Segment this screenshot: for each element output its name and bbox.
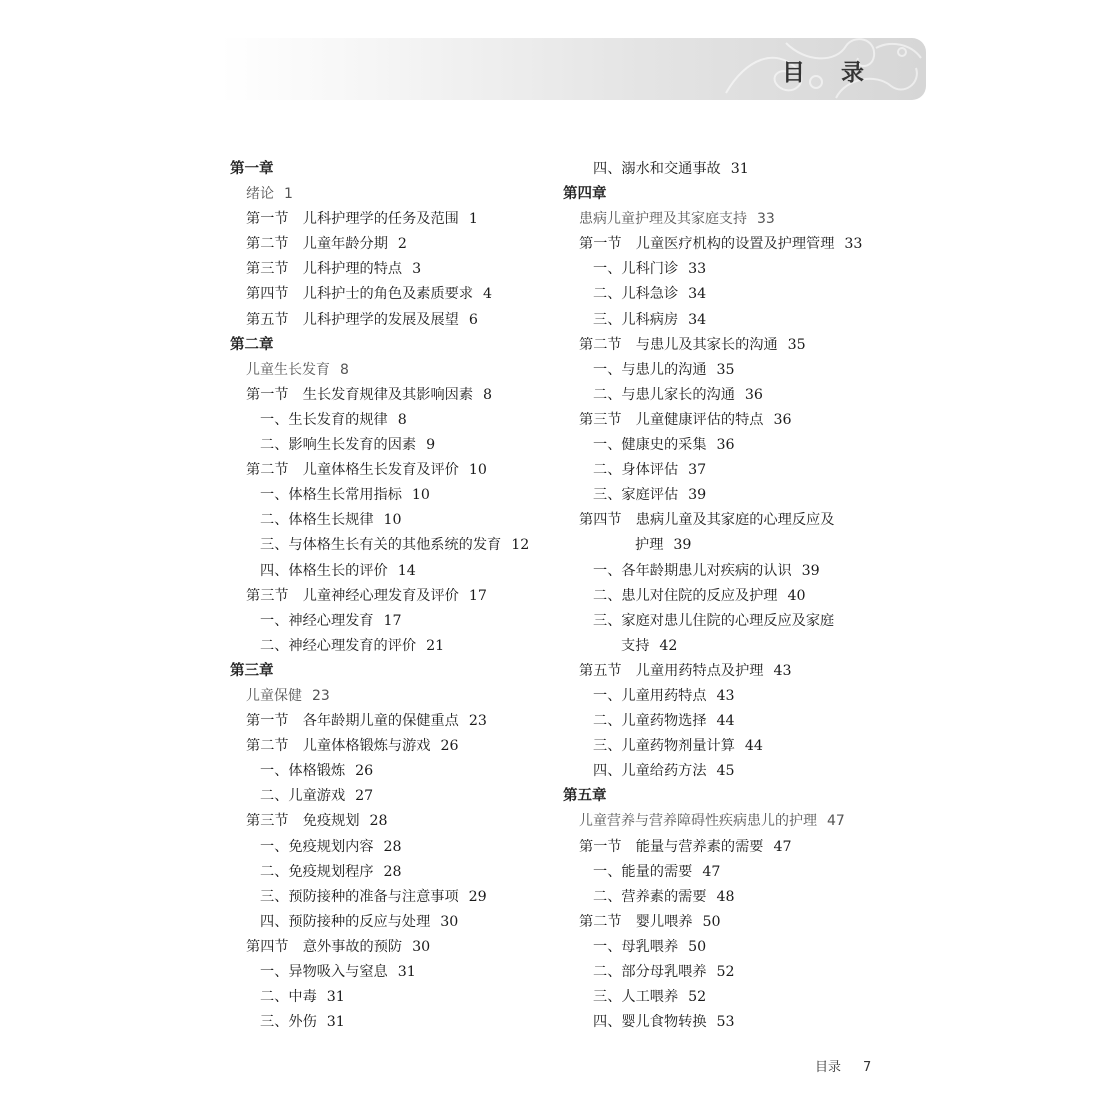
toc-left-column xyxy=(230,157,550,1035)
toc-entry-ctitle xyxy=(563,809,903,834)
toc-entry-page: 43 xyxy=(773,662,792,679)
toc-entry-text: 第五节 儿童用药特点及护理 xyxy=(579,662,764,679)
toc-entry-sub xyxy=(230,533,550,558)
toc-entry-sub xyxy=(230,559,550,584)
toc-entry-sub xyxy=(563,157,903,182)
toc-entry-text: 一、体格生长常用指标 xyxy=(260,487,402,504)
toc-entry-text: 第三节 免疫规划 xyxy=(246,813,360,830)
toc-entry-sub xyxy=(563,609,903,634)
toc-entry-page: 28 xyxy=(383,863,402,880)
toc-entry-page: 43 xyxy=(716,687,735,704)
toc-entry-page: 26 xyxy=(440,738,459,755)
toc-entry-text: 第三节 儿科护理的特点 xyxy=(246,261,403,278)
toc-entry-text: 第三章 xyxy=(230,662,274,679)
toc-entry-page: 23 xyxy=(468,713,487,730)
toc-entry-sub xyxy=(563,960,903,985)
toc-entry-chapter xyxy=(230,333,550,358)
toc-entry-text: 第一节 儿童医疗机构的设置及护理管理 xyxy=(579,236,835,253)
toc-entry-text: 第二节 儿童年龄分期 xyxy=(246,236,388,253)
toc-right-column xyxy=(563,157,903,1035)
toc-entry-text: 二、儿童游戏 xyxy=(260,788,346,805)
toc-entry-section xyxy=(230,207,550,232)
toc-entry-text: 护理 xyxy=(635,537,664,554)
toc-entry-text: 四、儿童给药方法 xyxy=(593,763,707,780)
toc-entry-text: 四、婴儿食物转换 xyxy=(593,1014,707,1031)
toc-entry-text: 三、儿科病房 xyxy=(593,311,679,328)
toc-entry-text: 一、与患儿的沟通 xyxy=(593,361,707,378)
toc-entry-page: 39 xyxy=(801,562,820,579)
toc-entry-sub xyxy=(230,860,550,885)
toc-entry-page: 31 xyxy=(730,161,749,177)
toc-entry-page: 3 xyxy=(412,261,422,278)
toc-entry-page: 28 xyxy=(369,813,388,830)
toc-entry-section xyxy=(230,282,550,307)
toc-entry-section xyxy=(230,232,550,257)
toc-entry-text: 一、儿科门诊 xyxy=(593,261,679,278)
toc-entry-section xyxy=(563,910,903,935)
toc-entry-sub xyxy=(563,458,903,483)
toc-entry-page: 31 xyxy=(326,989,345,1006)
toc-entry-text: 二、体格生长规律 xyxy=(260,512,374,529)
toc-entry-page: 47 xyxy=(773,838,792,855)
toc-entry-sub xyxy=(230,609,550,634)
page-title: 目 录 xyxy=(781,60,878,86)
toc-entry-sub xyxy=(563,358,903,383)
page-footer xyxy=(815,1056,871,1075)
toc-entry-page: 47 xyxy=(827,813,845,830)
toc-entry-text: 支持 xyxy=(621,637,650,654)
page-number: 7 xyxy=(863,1060,872,1075)
toc-entry-page: 10 xyxy=(383,512,402,529)
toc-entry-page: 17 xyxy=(383,612,402,629)
toc-entry-sub xyxy=(563,709,903,734)
toc-entry-sub xyxy=(563,759,903,784)
toc-entry-page: 42 xyxy=(659,637,678,654)
toc-entry-text: 儿童营养与营养障碍性疾病患儿的护理 xyxy=(579,813,817,830)
toc-entry-sub xyxy=(230,759,550,784)
toc-entry-page: 44 xyxy=(716,713,735,730)
toc-entry-sub xyxy=(563,308,903,333)
toc-entry-sub xyxy=(230,508,550,533)
toc-entry-text: 二、部分母乳喂养 xyxy=(593,964,707,980)
toc-entry-page: 36 xyxy=(716,437,735,454)
toc-entry-page: 12 xyxy=(511,537,530,554)
toc-entry-sub xyxy=(563,684,903,709)
toc-entry-text: 二、中毒 xyxy=(260,989,317,1006)
toc-entry-page: 33 xyxy=(757,211,775,228)
toc-entry-sub xyxy=(563,383,903,408)
toc-entry-page: 33 xyxy=(688,261,707,278)
toc-entry-page: 29 xyxy=(468,888,487,905)
toc-entry-section xyxy=(230,584,550,609)
toc-entry-page: 44 xyxy=(744,738,763,755)
toc-entry-sub xyxy=(563,257,903,282)
toc-entry-text: 第二节 与患儿及其家长的沟通 xyxy=(579,336,778,353)
toc-entry-sub xyxy=(230,433,550,458)
toc-entry-text: 第一节 儿科护理学的任务及范围 xyxy=(246,211,459,228)
toc-entry-ctitle xyxy=(230,182,550,207)
toc-entry-ctitle xyxy=(230,358,550,383)
toc-entry-page: 21 xyxy=(426,637,445,654)
toc-entry-page: 17 xyxy=(468,587,487,604)
toc-entry-text: 四、预防接种的反应与处理 xyxy=(260,913,431,930)
toc-entry-sub xyxy=(563,483,903,508)
toc-entry-page: 52 xyxy=(716,964,735,980)
toc-entry-sub xyxy=(230,634,550,659)
toc-entry-text: 三、人工喂养 xyxy=(593,989,679,1006)
toc-entry-section xyxy=(230,935,550,960)
toc-entry-text: 二、身体评估 xyxy=(593,462,679,479)
toc-entry-text: 一、各年龄期患儿对疾病的认识 xyxy=(593,562,792,579)
toc-entry-page: 53 xyxy=(716,1014,735,1031)
toc-entry-sub xyxy=(563,885,903,910)
toc-entry-text: 第四节 患病儿童及其家庭的心理反应及 xyxy=(579,512,835,529)
toc-entry-sub xyxy=(563,584,903,609)
toc-entry-ctitle xyxy=(563,207,903,232)
toc-entry-page: 10 xyxy=(411,487,430,504)
toc-entry-section xyxy=(563,333,903,358)
toc-entry-text: 一、体格锻炼 xyxy=(260,763,346,780)
toc-entry-page: 48 xyxy=(716,888,735,905)
toc-entry-text: 第四节 儿科护士的角色及素质要求 xyxy=(246,286,474,303)
toc-entry-text: 三、家庭评估 xyxy=(593,487,679,504)
toc-entry-text: 第二章 xyxy=(230,336,274,353)
toc-entry-text: 二、神经心理发育的评价 xyxy=(260,637,417,654)
toc-entry-sub xyxy=(230,910,550,935)
toc-entry-page: 50 xyxy=(702,913,721,930)
toc-entry-page: 27 xyxy=(355,788,374,805)
toc-entry-section xyxy=(230,709,550,734)
toc-entry-page: 23 xyxy=(312,687,330,704)
toc-entry-text: 第三节 儿童健康评估的特点 xyxy=(579,411,764,428)
toc-entry-chapter xyxy=(230,157,550,182)
toc-entry-text: 一、能量的需要 xyxy=(593,863,693,880)
toc-entry-text: 第二节 儿童体格锻炼与游戏 xyxy=(246,738,431,755)
toc-entry-text: 第一章 xyxy=(230,161,274,177)
toc-entry-page: 8 xyxy=(483,386,493,403)
toc-entry-page: 36 xyxy=(744,386,763,403)
toc-entry-text: 第五章 xyxy=(563,788,607,805)
toc-entry-text: 第二节 婴儿喂养 xyxy=(579,913,693,930)
toc-entry-sub xyxy=(230,784,550,809)
toc-entry-sub xyxy=(563,559,903,584)
toc-entry-chapter xyxy=(230,659,550,684)
toc-entry-text: 第一节 生长发育规律及其影响因素 xyxy=(246,386,474,403)
toc-entry-page: 45 xyxy=(716,763,735,780)
toc-entry-text: 四、溺水和交通事故 xyxy=(593,161,721,177)
toc-entry-page: 28 xyxy=(383,838,402,855)
toc-entry-page: 9 xyxy=(426,437,436,454)
toc-entry-page: 10 xyxy=(468,462,487,479)
toc-entry-page: 2 xyxy=(397,236,407,253)
toc-entry-page: 40 xyxy=(787,587,806,604)
toc-entry-sub xyxy=(563,935,903,960)
toc-entry-page: 50 xyxy=(688,938,707,955)
toc-entry-text: 三、与体格生长有关的其他系统的发育 xyxy=(260,537,502,554)
toc-entry-page: 52 xyxy=(688,989,707,1006)
toc-entry-text: 一、神经心理发育 xyxy=(260,612,374,629)
toc-entry-page: 8 xyxy=(397,411,407,428)
toc-entry-section xyxy=(563,508,903,533)
toc-entry-chapter xyxy=(563,784,903,809)
toc-entry-page: 26 xyxy=(355,763,374,780)
toc-entry-text: 一、母乳喂养 xyxy=(593,938,679,955)
toc-entry-page: 30 xyxy=(440,913,459,930)
toc-entry-text: 儿童保健 xyxy=(246,687,302,704)
toc-entry-page: 35 xyxy=(787,336,806,353)
toc-entry-text: 第三节 儿童神经心理发育及评价 xyxy=(246,587,459,604)
toc-entry-sub xyxy=(230,960,550,985)
toc-entry-page: 47 xyxy=(702,863,721,880)
toc-entry-text: 绪论 xyxy=(246,186,274,203)
toc-entry-text: 一、健康史的采集 xyxy=(593,437,707,454)
toc-entry-sub xyxy=(230,835,550,860)
toc-entry-text: 二、影响生长发育的因素 xyxy=(260,437,417,454)
toc-entry-text: 患病儿童护理及其家庭支持 xyxy=(579,211,747,228)
toc-entry-text: 一、生长发育的规律 xyxy=(260,411,388,428)
toc-entry-text: 二、儿科急诊 xyxy=(593,286,679,303)
toc-entry-text: 一、异物吸入与窒息 xyxy=(260,964,388,980)
toc-entry-section xyxy=(563,232,903,257)
toc-entry-section xyxy=(563,659,903,684)
toc-entry-section xyxy=(230,809,550,834)
toc-entry-sub xyxy=(230,408,550,433)
toc-entry-section xyxy=(563,408,903,433)
toc-entry-sub xyxy=(563,433,903,458)
toc-entry-page: 34 xyxy=(688,286,707,303)
toc-entry-text: 二、免疫规划程序 xyxy=(260,863,374,880)
toc-entry-page: 31 xyxy=(397,964,416,980)
toc-entry-section xyxy=(230,383,550,408)
toc-entry-page: 31 xyxy=(326,1014,345,1031)
toc-entry-sub xyxy=(563,1010,903,1035)
toc-entry-chapter xyxy=(563,182,903,207)
toc-entry-text: 儿童生长发育 xyxy=(246,361,330,378)
toc-entry-subcont xyxy=(563,634,903,659)
toc-entry-text: 二、与患儿家长的沟通 xyxy=(593,386,735,403)
toc-entry-text: 第四节 意外事故的预防 xyxy=(246,938,403,955)
toc-entry-page: 37 xyxy=(688,462,707,479)
toc-entry-text: 第四章 xyxy=(563,186,607,203)
toc-entry-text: 第二节 儿童体格生长发育及评价 xyxy=(246,462,459,479)
toc-entry-sub xyxy=(230,985,550,1010)
toc-entry-sub xyxy=(563,860,903,885)
toc-entry-text: 一、儿童用药特点 xyxy=(593,687,707,704)
toc-entry-sub xyxy=(230,483,550,508)
toc-entry-page: 8 xyxy=(340,361,349,378)
toc-entry-page: 30 xyxy=(412,938,431,955)
toc-entry-section xyxy=(230,458,550,483)
toc-entry-page: 6 xyxy=(468,311,478,328)
toc-entry-sub xyxy=(563,282,903,307)
toc-entry-text: 二、儿童药物选择 xyxy=(593,713,707,730)
toc-entry-text: 二、营养素的需要 xyxy=(593,888,707,905)
toc-entry-page: 34 xyxy=(688,311,707,328)
toc-entry-text: 三、家庭对患儿住院的心理反应及家庭 xyxy=(593,612,835,629)
toc-entry-sub xyxy=(230,1010,550,1035)
toc-entry-text: 三、预防接种的准备与注意事项 xyxy=(260,888,459,905)
toc-entry-page: 1 xyxy=(468,211,478,228)
toc-entry-page: 35 xyxy=(716,361,735,378)
toc-entry-page: 33 xyxy=(844,236,863,253)
toc-entry-sub xyxy=(563,985,903,1010)
toc-entry-text: 第一节 能量与营养素的需要 xyxy=(579,838,764,855)
toc-entry-cont xyxy=(563,533,903,558)
toc-entry-page: 1 xyxy=(284,186,293,203)
header-banner xyxy=(220,38,926,100)
toc-entry-ctitle xyxy=(230,684,550,709)
toc-entry-page: 39 xyxy=(673,537,692,554)
footer-label: 目录 xyxy=(815,1060,842,1075)
toc-entry-text: 三、儿童药物剂量计算 xyxy=(593,738,735,755)
toc-entry-text: 四、体格生长的评价 xyxy=(260,562,388,579)
toc-entry-sub xyxy=(563,734,903,759)
toc-entry-page: 14 xyxy=(397,562,416,579)
toc-entry-page: 39 xyxy=(688,487,707,504)
toc-entry-section xyxy=(563,835,903,860)
toc-entry-section xyxy=(230,734,550,759)
toc-entry-page: 4 xyxy=(483,286,493,303)
toc-entry-section xyxy=(230,257,550,282)
toc-entry-section xyxy=(230,308,550,333)
toc-entry-text: 二、患儿对住院的反应及护理 xyxy=(593,587,778,604)
toc-entry-text: 三、外伤 xyxy=(260,1014,317,1031)
toc-entry-sub xyxy=(230,885,550,910)
toc-entry-page: 36 xyxy=(773,411,792,428)
toc-entry-text: 第一节 各年龄期儿童的保健重点 xyxy=(246,713,459,730)
toc-entry-text: 第五节 儿科护理学的发展及展望 xyxy=(246,311,459,328)
toc-entry-text: 一、免疫规划内容 xyxy=(260,838,374,855)
